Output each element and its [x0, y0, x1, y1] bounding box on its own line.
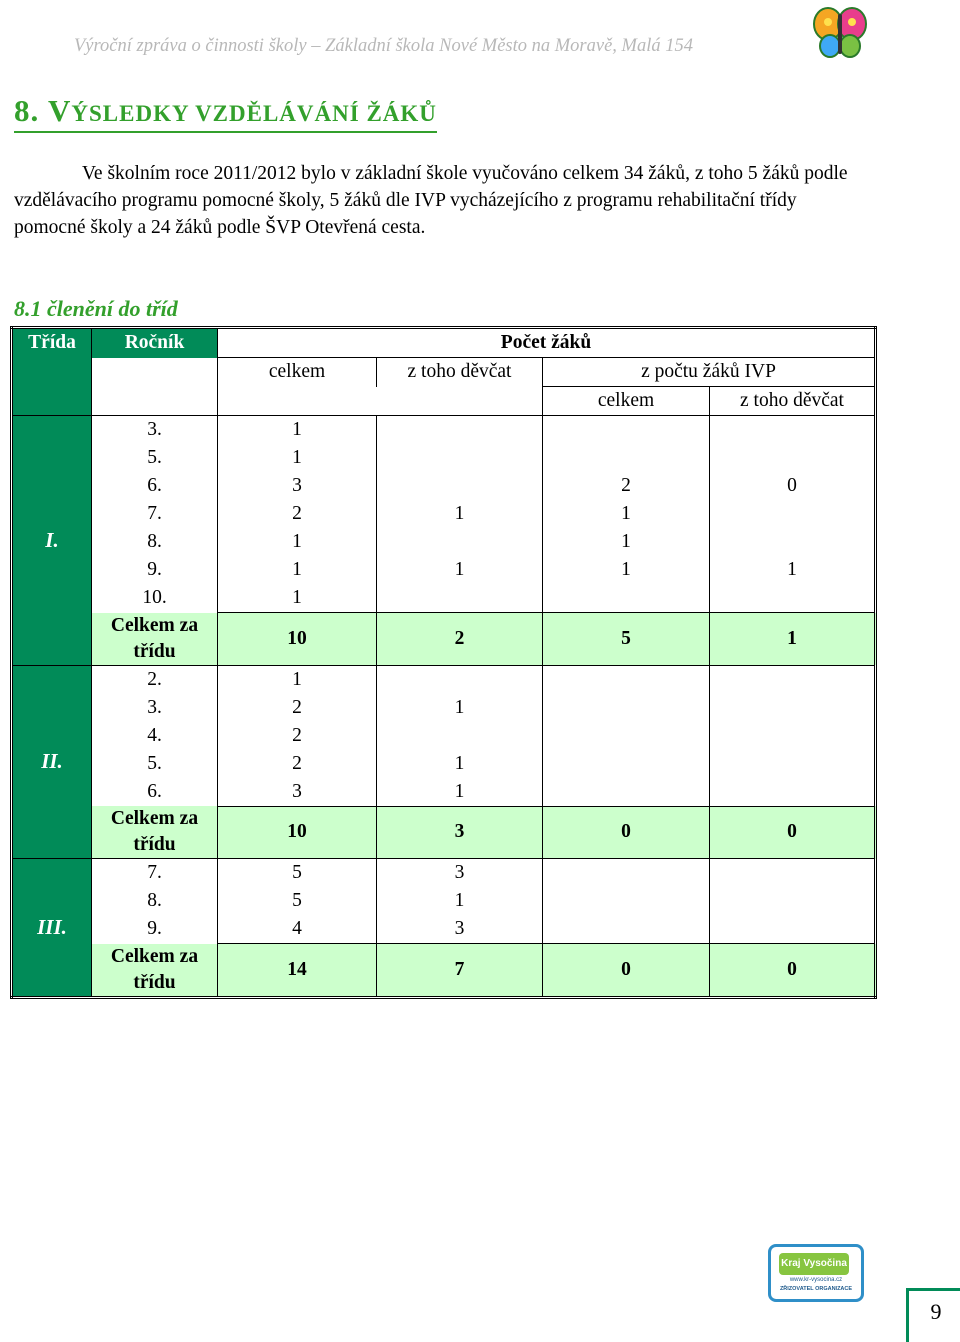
value-cell: 2 [218, 500, 377, 528]
value-cell [377, 722, 543, 750]
value-cell: 1 [377, 694, 543, 722]
total-value-cell: 1 [710, 613, 876, 666]
table-row [12, 750, 876, 778]
page-header: Výroční zpráva o činnosti školy – Základní škola Nové Město na Moravě, Malá 154 [74, 36, 693, 56]
value-cell [710, 722, 876, 750]
total-value-cell: 3 [377, 806, 543, 859]
value-cell [377, 416, 543, 445]
value-cell: 2 [218, 750, 377, 778]
value-cell [543, 694, 710, 722]
total-row [12, 613, 876, 666]
value-cell [543, 778, 710, 807]
header-rocnik: Ročník [92, 328, 218, 358]
value-cell [377, 528, 543, 556]
value-cell: 1 [377, 887, 543, 915]
total-value-cell: 2 [377, 613, 543, 666]
table-row [12, 472, 876, 500]
total-value-cell: 10 [218, 806, 377, 859]
total-value-cell: 5 [543, 613, 710, 666]
header-ivp-celkem: celkem [543, 387, 710, 416]
total-label: Celkem za třídu [92, 613, 218, 666]
section-title: 8. VÝSLEDKY VZDĚLÁVÁNÍ ŽÁKŮ [14, 94, 437, 133]
value-cell [377, 584, 543, 613]
value-cell [710, 500, 876, 528]
header-ivp: z počtu žáků IVP [543, 358, 876, 387]
table-row [12, 528, 876, 556]
class-label: I. [12, 416, 92, 666]
grade-cell: 5. [92, 750, 218, 778]
header-z-toho-divcat: z toho děvčat [377, 358, 543, 387]
value-cell [377, 444, 543, 472]
value-cell [377, 665, 543, 694]
table-row [12, 694, 876, 722]
value-cell [710, 584, 876, 613]
value-cell [543, 584, 710, 613]
value-cell: 3 [377, 915, 543, 944]
value-cell: 1 [543, 528, 710, 556]
grade-cell: 8. [92, 528, 218, 556]
value-cell: 1 [218, 416, 377, 445]
value-cell: 1 [377, 556, 543, 584]
table-row [12, 887, 876, 915]
total-value-cell: 0 [543, 944, 710, 998]
grade-cell: 7. [92, 500, 218, 528]
value-cell: 3 [377, 859, 543, 888]
table-row [12, 859, 876, 888]
value-cell [543, 915, 710, 944]
value-cell: 1 [377, 500, 543, 528]
class-label: III. [12, 859, 92, 998]
value-cell: 1 [377, 778, 543, 807]
grade-cell: 2. [92, 665, 218, 694]
value-cell [543, 665, 710, 694]
total-label: Celkem za třídu [92, 806, 218, 859]
value-cell [710, 750, 876, 778]
grade-cell: 3. [92, 694, 218, 722]
value-cell [543, 416, 710, 445]
table-row [12, 416, 876, 445]
value-cell [710, 665, 876, 694]
grade-cell: 5. [92, 444, 218, 472]
table-row [12, 584, 876, 613]
value-cell: 0 [710, 472, 876, 500]
value-cell: 1 [218, 556, 377, 584]
value-cell [710, 859, 876, 888]
value-cell: 1 [218, 584, 377, 613]
value-cell: 2 [543, 472, 710, 500]
value-cell [543, 859, 710, 888]
grade-cell: 9. [92, 556, 218, 584]
intro-paragraph: Ve školním roce 2011/2012 bylo v základní škole vyučováno celkem 34 žáků, z toho 5 žáků podle vzdělávacího programu pomocné školy, 5 žáků dle IVP vycházejícího z programu rehabilitační třídy pomocné školy a 24 žáků podle ŠVP Otevřená cesta. [14, 163, 848, 238]
value-cell: 2 [218, 722, 377, 750]
subsection-title: 8.1 členění do tříd [14, 296, 178, 321]
value-cell: 3 [218, 472, 377, 500]
header-ivp-divcat: z toho děvčat [710, 387, 876, 416]
grade-cell: 9. [92, 915, 218, 944]
grade-cell: 6. [92, 472, 218, 500]
grade-cell: 3. [92, 416, 218, 445]
value-cell: 1 [218, 444, 377, 472]
value-cell [710, 915, 876, 944]
total-value-cell: 14 [218, 944, 377, 998]
value-cell [710, 778, 876, 807]
grade-cell: 10. [92, 584, 218, 613]
grade-cell: 7. [92, 859, 218, 888]
total-value-cell: 10 [218, 613, 377, 666]
value-cell [710, 444, 876, 472]
total-row [12, 806, 876, 859]
header-pocet-zaku: Počet žáků [218, 328, 876, 358]
students-table [10, 326, 877, 999]
table-row [12, 722, 876, 750]
value-cell [377, 472, 543, 500]
table-row [12, 444, 876, 472]
value-cell: 2 [218, 694, 377, 722]
grade-cell: 8. [92, 887, 218, 915]
value-cell [543, 722, 710, 750]
page-number: 9 [906, 1288, 960, 1342]
value-cell: 1 [543, 500, 710, 528]
total-value-cell: 7 [377, 944, 543, 998]
table-row [12, 915, 876, 944]
total-label: Celkem za třídu [92, 944, 218, 998]
value-cell: 1 [218, 665, 377, 694]
header-celkem: celkem [218, 358, 377, 387]
total-value-cell: 0 [710, 944, 876, 998]
total-row [12, 944, 876, 998]
header-trida: Třída [12, 328, 92, 358]
table-row [12, 500, 876, 528]
total-value-cell: 0 [543, 806, 710, 859]
grade-cell: 4. [92, 722, 218, 750]
value-cell: 1 [710, 556, 876, 584]
value-cell [710, 694, 876, 722]
value-cell [543, 887, 710, 915]
value-cell: 5 [218, 859, 377, 888]
table-row [12, 665, 876, 694]
value-cell [710, 528, 876, 556]
value-cell: 1 [543, 556, 710, 584]
value-cell: 5 [218, 887, 377, 915]
table-row [12, 778, 876, 807]
value-cell: 3 [218, 778, 377, 807]
class-label: II. [12, 665, 92, 859]
value-cell: 1 [218, 528, 377, 556]
value-cell [710, 887, 876, 915]
value-cell [543, 444, 710, 472]
kraj-vysocina-logo: Kraj Vysočina www.kr-vysocina.cz ZŘIZOVATEL ORGANIZACE [768, 1244, 864, 1302]
value-cell [543, 750, 710, 778]
table-row [12, 556, 876, 584]
value-cell: 4 [218, 915, 377, 944]
total-value-cell: 0 [710, 806, 876, 859]
value-cell: 1 [377, 750, 543, 778]
value-cell [710, 416, 876, 445]
butterfly-logo-icon [810, 2, 870, 62]
grade-cell: 6. [92, 778, 218, 807]
